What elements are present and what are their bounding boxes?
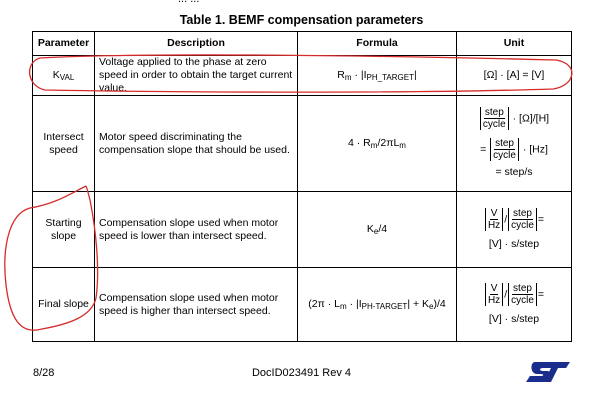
formula-cell: $R_m \cdot |I_{PH\_TARGET}|$ — [298, 56, 457, 96]
footer-document-id: DocID023491 Rev 4 — [251, 367, 352, 379]
table-header-row — [33, 32, 572, 56]
unit-fraction: $\frac{\text{step}}{\text{cycle}}$ — [480, 107, 509, 130]
header-description: Description — [95, 32, 298, 56]
param-cell: $K_{VAL}$ — [33, 56, 95, 96]
unit-cell — [457, 268, 572, 342]
unit-fraction: $\frac{\text{step}}{\text{cycle}}$ — [508, 208, 537, 231]
unit-fraction: $\frac{V}{Hz}$ — [485, 208, 503, 231]
param-cell: Intersect speed — [33, 96, 95, 192]
formula-cell: $4 \cdot R_m/2\pi L_m$ — [298, 96, 457, 192]
description-cell: Motor speed discriminating the compensation slope that should be used. — [95, 96, 298, 192]
header-formula: Formula — [298, 32, 457, 56]
unit-cell: [Ω] · [A] = [V] — [457, 56, 572, 96]
param-cell: Starting slope — [33, 192, 95, 268]
footer-page-number: 8/28 — [33, 367, 55, 379]
bemf-parameters-table — [32, 31, 572, 342]
unit-line: $\frac{V}{Hz}$ / $\frac{\text{step}}{\text{cycle}}$ = — [461, 208, 567, 231]
param-cell: Final slope — [33, 268, 95, 342]
description-cell: Voltage applied to the phase at zero speed in order to obtain the target current value. — [95, 56, 298, 96]
unit-fraction: $\frac{\text{step}}{\text{cycle}}$ — [490, 138, 519, 161]
unit-fraction: $\frac{V}{Hz}$ — [485, 283, 503, 306]
formula-cell: $(2\pi \cdot L_m \cdot |I_{PH-TARGET}| + K_e)/4$ — [298, 268, 457, 342]
unit-cell — [457, 192, 572, 268]
header-parameter: Parameter — [33, 32, 95, 56]
description-cell: Compensation slope used when motor speed is higher than intersect speed. — [95, 268, 298, 342]
unit-cell — [457, 96, 572, 192]
unit-line: [V] · s/step — [488, 237, 540, 250]
description-cell: Compensation slope used when motor speed is lower than intersect speed. — [95, 192, 298, 268]
table-caption: Table 1. BEMF compensation parameters — [179, 13, 424, 27]
table-row-final-slope — [33, 268, 572, 342]
unit-line: $\frac{V}{Hz}$ / $\frac{\text{step}}{\text{cycle}}$ = — [461, 283, 567, 306]
unit-fraction: $\frac{\text{step}}{\text{cycle}}$ — [508, 283, 537, 306]
cutoff-text — [178, 0, 199, 5]
table-row-starting-slope — [33, 192, 572, 268]
unit-line: [V] · s/step — [488, 312, 540, 325]
unit-line: = $\frac{\text{step}}{\text{cycle}}$ · [Hz] — [480, 138, 548, 162]
table-row-intersect-speed — [33, 96, 572, 192]
table-row-kval — [33, 56, 572, 96]
formula-cell: $K_e/4$ — [298, 192, 457, 268]
st-logo-icon — [525, 361, 571, 383]
unit-line: $\frac{\text{step}}{\text{cycle}}$ · [Ω]/[H] — [461, 107, 567, 130]
unit-line: = step/s — [495, 166, 533, 179]
header-unit: Unit — [457, 32, 572, 56]
